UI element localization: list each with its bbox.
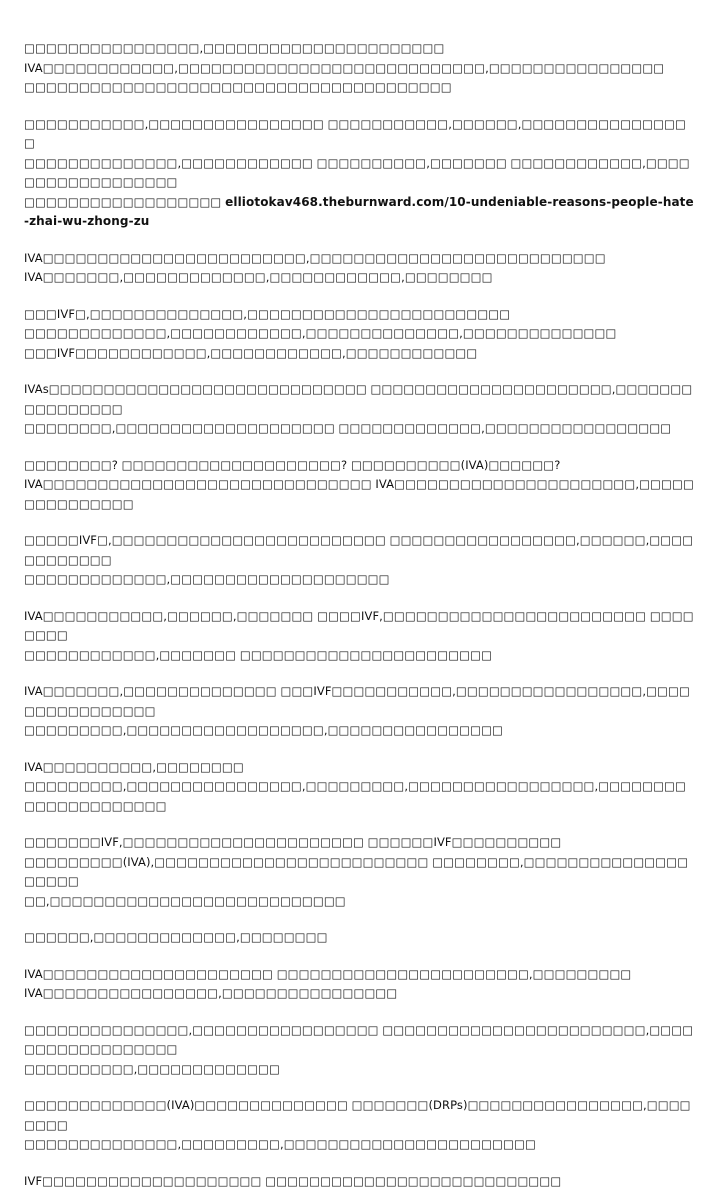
text-line: IVF□□□□□□□□□□□□□□□□□□□□ □□□□□□□□□□□□□□□□□□□□□□□□□□□ bbox=[24, 1172, 696, 1191]
text-line: □□□□□□□□□,□□□□□□□□□□□□□□□□,□□□□□□□□□,□□□□□□□□□□□□□□□□□,□□□□□□□□□□□□□□□□□□□□□ bbox=[24, 777, 696, 816]
text-line: □□□□□□□□□,□□□□□□□□□□□□□□□□□□,□□□□□□□□□□□□□□□□ bbox=[24, 721, 696, 741]
text-line: IVA□□□□□□□,□□□□□□□□□□□□□□ □□□IVF□□□□□□□□□□□,□□□□□□□□□□□□□□□□□,□□□□□□□□□□□□□□□□ bbox=[24, 682, 696, 721]
paragraph-9 bbox=[24, 682, 696, 741]
text-line: □□□□□□□□,□□□□□□□□□□□□□□□□□□□□ □□□□□□□□□□□□□,□□□□□□□□□□□□□□□□□ bbox=[24, 419, 696, 439]
text-line: IVA□□□□□□□□□□□□□□□□,□□□□□□□□□□□□□□□□ bbox=[24, 984, 696, 1004]
text-line: IVA□□□□□□□,□□□□□□□□□□□□□,□□□□□□□□□□□□,□□□□□□□□ bbox=[24, 268, 696, 288]
text-line: IVA□□□□□□□□□□□□□□□□□□□□□□□□□□□□□□ IVA□□□□□□□□□□□□□□□□□□□□□□,□□□□□□□□□□□□□□□ bbox=[24, 475, 696, 514]
paragraph-7 bbox=[24, 531, 696, 590]
paragraph-5 bbox=[24, 380, 696, 439]
paragraph-10 bbox=[24, 758, 696, 817]
text-line: □□□□□□□IVF,□□□□□□□□□□□□□□□□□□□□□□ □□□□□□IVF□□□□□□□□□□ bbox=[24, 833, 696, 853]
text-line: IVA□□□□□□□□□□□,□□□□□□,□□□□□□□ □□□□IVF,□□□□□□□□□□□□□□□□□□□□□□□□ □□□□□□□□ bbox=[24, 607, 696, 646]
paragraph-12 bbox=[24, 928, 696, 948]
article-link[interactable]: elliotokav468.theburnward.com/10-undeniable-reasons-people-hate-zhai-wu-zhong-zu bbox=[24, 195, 694, 229]
text-line: □□□□□□□□□□□□□□,□□□□□□□□□□□□ □□□□□□□□□□,□□□□□□□ □□□□□□□□□□□□,□□□□□□□□□□□□□□□□□□ bbox=[24, 154, 696, 193]
paragraph-4 bbox=[24, 305, 696, 364]
text-line: □□□□□□□□□□,□□□□□□□□□□□□□ bbox=[24, 1060, 696, 1080]
text-line: □□□□□□□□□□□□□(IVA)□□□□□□□□□□□□□□ □□□□□□□(DRPs)□□□□□□□□□□□□□□□□,□□□□□□□□ bbox=[24, 1096, 696, 1135]
text-line: IVA□□□□□□□□□□□□□□□□□□□□□□□□,□□□□□□□□□□□□□□□□□□□□□□□□□□□ bbox=[24, 249, 696, 269]
paragraph-8 bbox=[24, 607, 696, 666]
paragraph-1 bbox=[24, 39, 696, 98]
text-line: □□□□□□□□□□□□□□□,□□□□□□□□□□□□□□□□□ □□□□□□□□□□□□□□□□□□□□□□□□,□□□□□□□□□□□□□□□□□□ bbox=[24, 1021, 696, 1060]
text-line: □□□□□IVF□,□□□□□□□□□□□□□□□□□□□□□□□□□ □□□□□□□□□□□□□□□□□,□□□□□□,□□□□□□□□□□□□ bbox=[24, 531, 696, 570]
text-line: IVA□□□□□□□□□□□□□□□□□□□□□ □□□□□□□□□□□□□□□□□□□□□□□,□□□□□□□□□ bbox=[24, 965, 696, 985]
paragraph-3 bbox=[24, 249, 696, 288]
text-line: □□□□□□□□□□□□□,□□□□□□□□□□□□□□□□□□□□ bbox=[24, 570, 696, 590]
paragraph-2 bbox=[24, 115, 696, 232]
text-line: □□□IVF□,□□□□□□□□□□□□□□,□□□□□□□□□□□□□□□□□□□□□□□□ bbox=[24, 305, 696, 325]
text-line: □□□□□□□□? □□□□□□□□□□□□□□□□□□□□? □□□□□□□□□□(IVA)□□□□□□? bbox=[24, 456, 696, 476]
text-line: □□□□□□,□□□□□□□□□□□□□,□□□□□□□□ bbox=[24, 928, 696, 948]
text-line: □□□□□□□□□□□□,□□□□□□□ □□□□□□□□□□□□□□□□□□□□□□□ bbox=[24, 646, 696, 666]
paragraph-14 bbox=[24, 1021, 696, 1080]
paragraph-6 bbox=[24, 456, 696, 515]
text-line: □□□□□□□□□□□□□,□□□□□□□□□□□□,□□□□□□□□□□□□□□,□□□□□□□□□□□□□□ bbox=[24, 324, 696, 344]
text-line: □□□□□□□□□□□□□□,□□□□□□□□□,□□□□□□□□□□□□□□□□□□□□□□□ bbox=[24, 1135, 696, 1155]
text-line: □□□□□□□□□(IVA),□□□□□□□□□□□□□□□□□□□□□□□□□ □□□□□□□□,□□□□□□□□□□□□□□□□□□□□ bbox=[24, 853, 696, 892]
paragraph-13 bbox=[24, 965, 696, 1004]
text-line: □□□□□□□□□□□,□□□□□□□□□□□□□□□□ □□□□□□□□□□□,□□□□□□,□□□□□□□□□□□□□□□□ bbox=[24, 115, 696, 154]
paragraph-11 bbox=[24, 833, 696, 911]
text-line: IVAs□□□□□□□□□□□□□□□□□□□□□□□□□□□□□ □□□□□□□□□□□□□□□□□□□□□□,□□□□□□□□□□□□□□□□ bbox=[24, 380, 696, 419]
text-line: □□□IVF□□□□□□□□□□□□,□□□□□□□□□□□□,□□□□□□□□□□□□ bbox=[24, 344, 696, 364]
text-line: □□□□□□□□□□□□□□□□,□□□□□□□□□□□□□□□□□□□□□□ bbox=[24, 39, 696, 59]
text-line: □□□□□□□□□□□□□□□□□□□□□□□□□□□□□□□□□□□□□□□ bbox=[24, 78, 696, 98]
text-line: □□□□□□□□□□□□□□□□□□ bbox=[24, 195, 225, 209]
paragraph-15 bbox=[24, 1096, 696, 1155]
text-line: IVA□□□□□□□□□□□□,□□□□□□□□□□□□□□□□□□□□□□□□□□□□,□□□□□□□□□□□□□□□□ bbox=[24, 59, 696, 79]
paragraph-16 bbox=[24, 1172, 696, 1191]
text-line: IVA□□□□□□□□□□,□□□□□□□□ bbox=[24, 758, 696, 778]
text-line: □□,□□□□□□□□□□□□□□□□□□□□□□□□□□□ bbox=[24, 892, 696, 912]
